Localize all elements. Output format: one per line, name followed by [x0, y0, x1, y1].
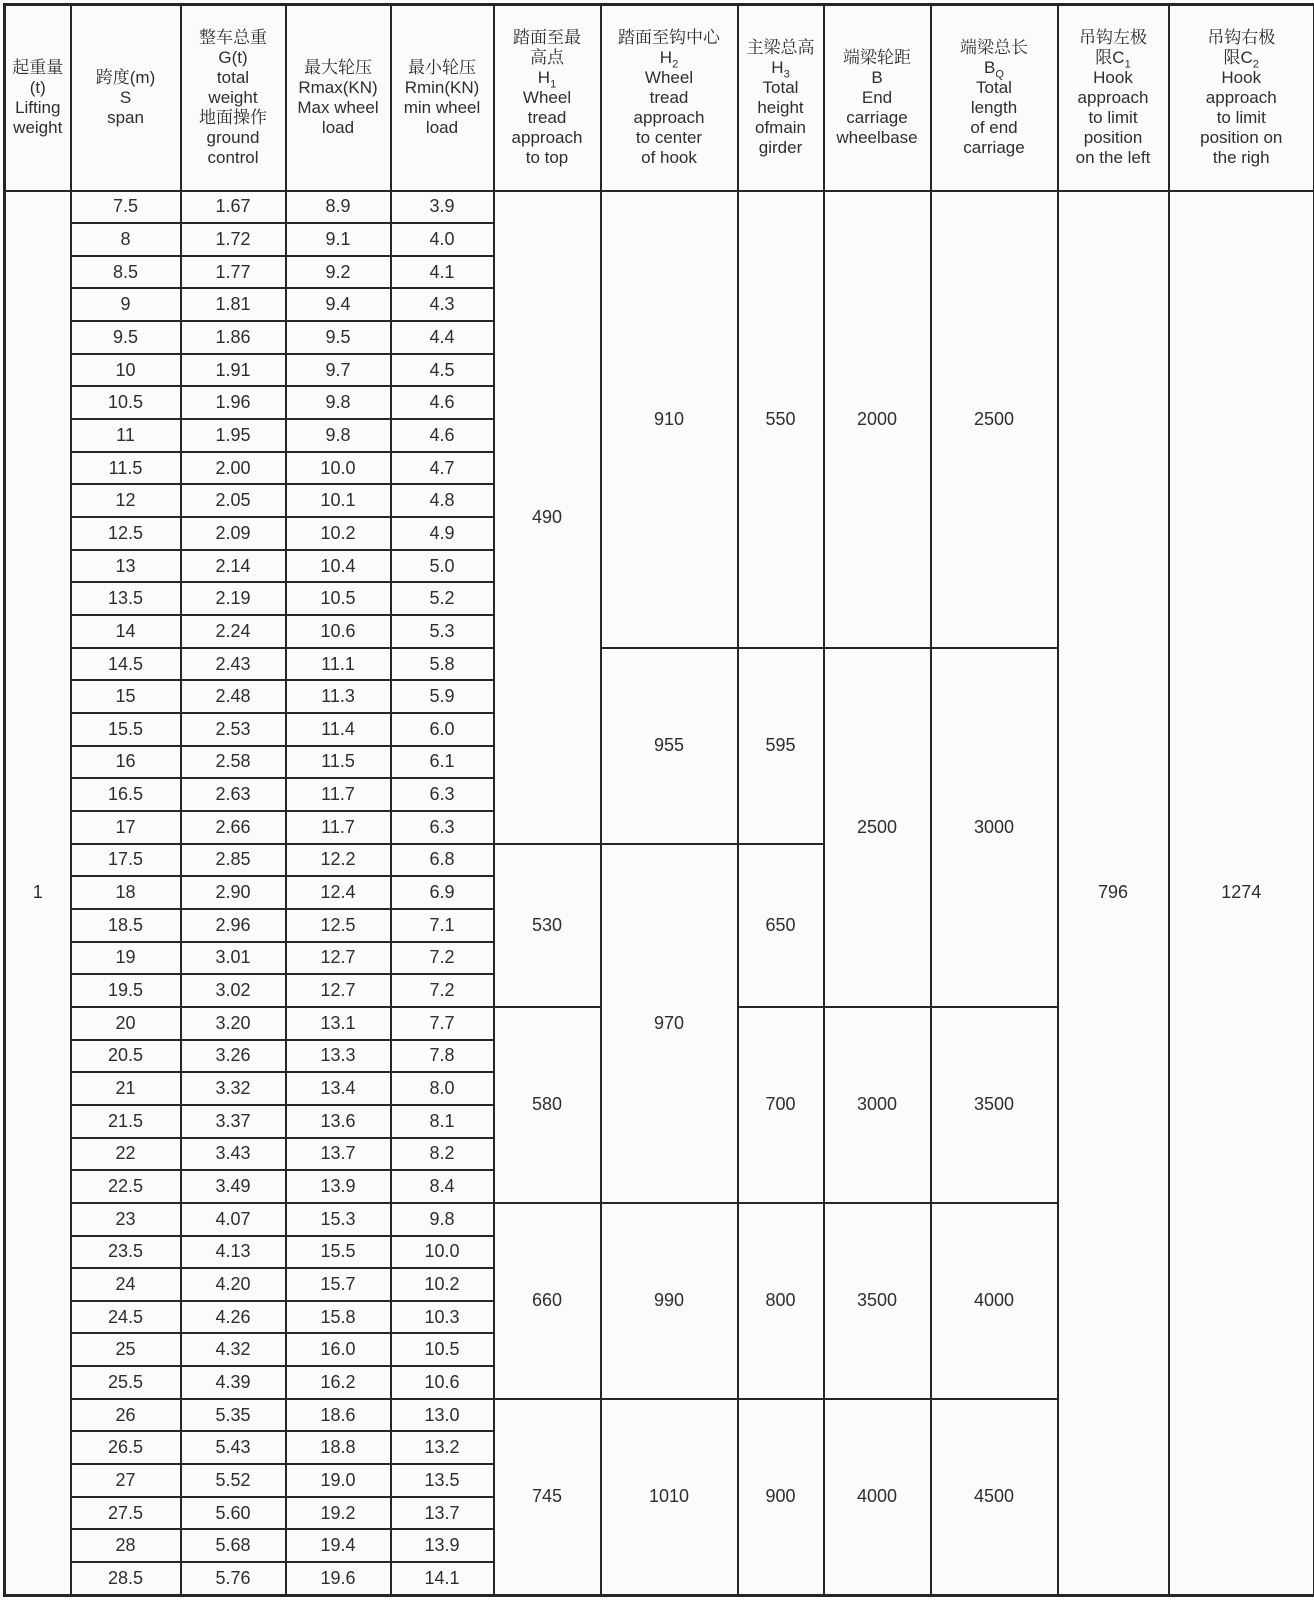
- cell-max-wheel-load: 19.4: [286, 1529, 391, 1562]
- cell-min-wheel-load: 13.2: [391, 1431, 494, 1464]
- cell-b: 2500: [824, 648, 931, 1007]
- col-header-c1: 吊钩左极 限$C_1$ Hook approach to limit position on the left: [1058, 5, 1169, 191]
- cell-max-wheel-load: 10.5: [286, 582, 391, 615]
- cell-span: 15: [71, 680, 181, 713]
- cell-span: 18: [71, 876, 181, 909]
- cell-span: 20: [71, 1007, 181, 1040]
- cell-max-wheel-load: 19.0: [286, 1464, 391, 1497]
- cell-span: 15.5: [71, 713, 181, 746]
- cell-total-weight: 2.00: [181, 452, 286, 485]
- cell-min-wheel-load: 9.8: [391, 1203, 494, 1236]
- cell-max-wheel-load: 9.8: [286, 386, 391, 419]
- cell-min-wheel-load: 6.8: [391, 844, 494, 877]
- cell-max-wheel-load: 10.2: [286, 517, 391, 550]
- cell-total-weight: 1.67: [181, 191, 286, 224]
- cell-total-weight: 1.86: [181, 321, 286, 354]
- cell-total-weight: 2.90: [181, 876, 286, 909]
- cell-max-wheel-load: 12.2: [286, 844, 391, 877]
- cell-total-weight: 4.39: [181, 1366, 286, 1399]
- cell-total-weight: 4.13: [181, 1236, 286, 1269]
- cell-total-weight: 3.26: [181, 1040, 286, 1073]
- cell-max-wheel-load: 13.3: [286, 1040, 391, 1073]
- cell-total-weight: 5.60: [181, 1497, 286, 1530]
- cell-min-wheel-load: 5.2: [391, 582, 494, 615]
- cell-span: 10: [71, 354, 181, 387]
- cell-max-wheel-load: 19.6: [286, 1562, 391, 1595]
- col-header-min-wheel-load: 最小轮压 Rmin(KN) min wheel load: [391, 5, 494, 191]
- col-header-lifting-weight: 起重量 (t) Lifting weight: [5, 5, 71, 191]
- col-header-h1: 踏面至最 高点 $H_1$ Wheel tread approach to top: [494, 5, 601, 191]
- cell-span: 27.5: [71, 1497, 181, 1530]
- cell-min-wheel-load: 8.2: [391, 1138, 494, 1171]
- cell-total-weight: 5.68: [181, 1529, 286, 1562]
- cell-max-wheel-load: 10.4: [286, 550, 391, 583]
- cell-min-wheel-load: 6.9: [391, 876, 494, 909]
- cell-h3: 800: [738, 1203, 824, 1399]
- cell-max-wheel-load: 15.7: [286, 1268, 391, 1301]
- col-header-max-wheel-load: 最大轮压 Rmax(KN) Max wheel load: [286, 5, 391, 191]
- cell-total-weight: 2.48: [181, 680, 286, 713]
- cell-bq: 3500: [931, 1007, 1058, 1203]
- crane-spec-table: [3, 3, 1314, 1597]
- cell-max-wheel-load: 13.1: [286, 1007, 391, 1040]
- cell-max-wheel-load: 9.1: [286, 223, 391, 256]
- cell-c2: 1274: [1169, 191, 1314, 1596]
- cell-min-wheel-load: 3.9: [391, 191, 494, 224]
- cell-span: 19.5: [71, 974, 181, 1007]
- cell-span: 7.5: [71, 191, 181, 224]
- cell-min-wheel-load: 8.1: [391, 1105, 494, 1138]
- cell-min-wheel-load: 4.6: [391, 386, 494, 419]
- cell-total-weight: 3.02: [181, 974, 286, 1007]
- cell-bq: 4000: [931, 1203, 1058, 1399]
- cell-max-wheel-load: 11.3: [286, 680, 391, 713]
- cell-total-weight: 3.01: [181, 942, 286, 975]
- cell-max-wheel-load: 16.0: [286, 1333, 391, 1366]
- cell-span: 24.5: [71, 1301, 181, 1334]
- cell-span: 17.5: [71, 844, 181, 877]
- cell-min-wheel-load: 14.1: [391, 1562, 494, 1595]
- cell-total-weight: 2.24: [181, 615, 286, 648]
- cell-total-weight: 2.14: [181, 550, 286, 583]
- cell-min-wheel-load: 4.7: [391, 452, 494, 485]
- cell-span: 25.5: [71, 1366, 181, 1399]
- cell-total-weight: 2.66: [181, 811, 286, 844]
- cell-h3: 550: [738, 191, 824, 648]
- cell-total-weight: 1.77: [181, 256, 286, 289]
- cell-total-weight: 5.35: [181, 1399, 286, 1432]
- cell-h3: 650: [738, 844, 824, 1007]
- cell-min-wheel-load: 8.0: [391, 1072, 494, 1105]
- cell-min-wheel-load: 13.0: [391, 1399, 494, 1432]
- table-row: [5, 191, 1314, 224]
- cell-max-wheel-load: 10.6: [286, 615, 391, 648]
- cell-max-wheel-load: 11.5: [286, 746, 391, 779]
- cell-span: 25: [71, 1333, 181, 1366]
- cell-span: 13: [71, 550, 181, 583]
- col-header-total-weight: 整车总重 G(t) total weight 地面操作 ground control: [181, 5, 286, 191]
- cell-max-wheel-load: 16.2: [286, 1366, 391, 1399]
- cell-total-weight: 4.07: [181, 1203, 286, 1236]
- cell-total-weight: 1.96: [181, 386, 286, 419]
- cell-span: 9: [71, 288, 181, 321]
- cell-total-weight: 3.32: [181, 1072, 286, 1105]
- cell-span: 18.5: [71, 909, 181, 942]
- cell-c1: 796: [1058, 191, 1169, 1596]
- cell-min-wheel-load: 6.0: [391, 713, 494, 746]
- cell-min-wheel-load: 13.9: [391, 1529, 494, 1562]
- cell-min-wheel-load: 13.7: [391, 1497, 494, 1530]
- cell-max-wheel-load: 13.6: [286, 1105, 391, 1138]
- cell-max-wheel-load: 11.7: [286, 811, 391, 844]
- cell-max-wheel-load: 12.5: [286, 909, 391, 942]
- cell-min-wheel-load: 4.5: [391, 354, 494, 387]
- cell-max-wheel-load: 12.4: [286, 876, 391, 909]
- cell-span: 11.5: [71, 452, 181, 485]
- cell-span: 14.5: [71, 648, 181, 681]
- cell-total-weight: 2.63: [181, 778, 286, 811]
- header-row: [5, 5, 1314, 191]
- cell-total-weight: 5.76: [181, 1562, 286, 1595]
- cell-min-wheel-load: 5.9: [391, 680, 494, 713]
- cell-total-weight: 2.05: [181, 484, 286, 517]
- cell-total-weight: 2.43: [181, 648, 286, 681]
- cell-b: 3000: [824, 1007, 931, 1203]
- cell-max-wheel-load: 10.0: [286, 452, 391, 485]
- cell-b: 2000: [824, 191, 931, 648]
- col-header-span: 跨度(m) S span: [71, 5, 181, 191]
- cell-max-wheel-load: 10.1: [286, 484, 391, 517]
- cell-span: 16: [71, 746, 181, 779]
- cell-total-weight: 5.43: [181, 1431, 286, 1464]
- cell-max-wheel-load: 9.4: [286, 288, 391, 321]
- cell-total-weight: 3.37: [181, 1105, 286, 1138]
- cell-max-wheel-load: 11.4: [286, 713, 391, 746]
- cell-total-weight: 1.81: [181, 288, 286, 321]
- cell-span: 16.5: [71, 778, 181, 811]
- cell-min-wheel-load: 5.3: [391, 615, 494, 648]
- cell-max-wheel-load: 9.5: [286, 321, 391, 354]
- cell-span: 13.5: [71, 582, 181, 615]
- cell-min-wheel-load: 4.1: [391, 256, 494, 289]
- cell-span: 20.5: [71, 1040, 181, 1073]
- cell-bq: 3000: [931, 648, 1058, 1007]
- cell-lifting-weight: 1: [5, 191, 71, 1596]
- cell-span: 14: [71, 615, 181, 648]
- cell-max-wheel-load: 19.2: [286, 1497, 391, 1530]
- cell-h3: 900: [738, 1399, 824, 1596]
- cell-total-weight: 3.20: [181, 1007, 286, 1040]
- cell-min-wheel-load: 5.8: [391, 648, 494, 681]
- cell-min-wheel-load: 4.9: [391, 517, 494, 550]
- cell-min-wheel-load: 6.3: [391, 811, 494, 844]
- cell-h1: 660: [494, 1203, 601, 1399]
- cell-min-wheel-load: 7.2: [391, 942, 494, 975]
- cell-span: 8.5: [71, 256, 181, 289]
- col-header-bq: 端梁总长 $B_Q$ Total length of end carriage: [931, 5, 1058, 191]
- cell-h2: 970: [601, 844, 738, 1203]
- cell-min-wheel-load: 4.3: [391, 288, 494, 321]
- cell-span: 23: [71, 1203, 181, 1236]
- cell-min-wheel-load: 7.1: [391, 909, 494, 942]
- cell-min-wheel-load: 7.2: [391, 974, 494, 1007]
- cell-min-wheel-load: 13.5: [391, 1464, 494, 1497]
- cell-max-wheel-load: 13.9: [286, 1170, 391, 1203]
- cell-total-weight: 2.58: [181, 746, 286, 779]
- cell-h2: 955: [601, 648, 738, 844]
- cell-h1: 745: [494, 1399, 601, 1596]
- cell-total-weight: 2.96: [181, 909, 286, 942]
- cell-bq: 2500: [931, 191, 1058, 648]
- cell-span: 21.5: [71, 1105, 181, 1138]
- cell-min-wheel-load: 7.8: [391, 1040, 494, 1073]
- cell-min-wheel-load: 6.3: [391, 778, 494, 811]
- col-header-h3: 主梁总高 $H_3$ Total height ofmain girder: [738, 5, 824, 191]
- cell-max-wheel-load: 9.8: [286, 419, 391, 452]
- cell-h3: 700: [738, 1007, 824, 1203]
- cell-b: 4000: [824, 1399, 931, 1596]
- cell-min-wheel-load: 6.1: [391, 746, 494, 779]
- cell-max-wheel-load: 11.1: [286, 648, 391, 681]
- cell-span: 26.5: [71, 1431, 181, 1464]
- cell-span: 10.5: [71, 386, 181, 419]
- cell-min-wheel-load: 10.2: [391, 1268, 494, 1301]
- cell-h3: 595: [738, 648, 824, 844]
- cell-min-wheel-load: 10.0: [391, 1236, 494, 1269]
- cell-total-weight: 2.53: [181, 713, 286, 746]
- cell-min-wheel-load: 10.5: [391, 1333, 494, 1366]
- cell-min-wheel-load: 10.3: [391, 1301, 494, 1334]
- cell-span: 22: [71, 1138, 181, 1171]
- cell-min-wheel-load: 8.4: [391, 1170, 494, 1203]
- cell-span: 28: [71, 1529, 181, 1562]
- col-header-b: 端梁轮距 B End carriage wheelbase: [824, 5, 931, 191]
- cell-h1: 530: [494, 844, 601, 1007]
- cell-total-weight: 1.72: [181, 223, 286, 256]
- cell-total-weight: 1.91: [181, 354, 286, 387]
- cell-total-weight: 5.52: [181, 1464, 286, 1497]
- cell-max-wheel-load: 15.3: [286, 1203, 391, 1236]
- cell-h1: 580: [494, 1007, 601, 1203]
- cell-span: 19: [71, 942, 181, 975]
- cell-h1: 490: [494, 191, 601, 844]
- cell-total-weight: 4.20: [181, 1268, 286, 1301]
- cell-min-wheel-load: 5.0: [391, 550, 494, 583]
- cell-max-wheel-load: 8.9: [286, 191, 391, 224]
- cell-span: 28.5: [71, 1562, 181, 1595]
- cell-bq: 4500: [931, 1399, 1058, 1596]
- cell-span: 12: [71, 484, 181, 517]
- cell-min-wheel-load: 7.7: [391, 1007, 494, 1040]
- cell-max-wheel-load: 9.2: [286, 256, 391, 289]
- cell-span: 8: [71, 223, 181, 256]
- cell-max-wheel-load: 18.8: [286, 1431, 391, 1464]
- cell-span: 27: [71, 1464, 181, 1497]
- cell-span: 12.5: [71, 517, 181, 550]
- col-header-c2: 吊钩右极 限$C_2$ Hook approach to limit position on the righ: [1169, 5, 1314, 191]
- cell-min-wheel-load: 4.4: [391, 321, 494, 354]
- cell-span: 9.5: [71, 321, 181, 354]
- cell-total-weight: 4.26: [181, 1301, 286, 1334]
- cell-max-wheel-load: 11.7: [286, 778, 391, 811]
- cell-span: 11: [71, 419, 181, 452]
- cell-min-wheel-load: 4.6: [391, 419, 494, 452]
- cell-max-wheel-load: 15.5: [286, 1236, 391, 1269]
- cell-max-wheel-load: 12.7: [286, 974, 391, 1007]
- cell-max-wheel-load: 12.7: [286, 942, 391, 975]
- cell-span: 22.5: [71, 1170, 181, 1203]
- cell-span: 21: [71, 1072, 181, 1105]
- cell-span: 23.5: [71, 1236, 181, 1269]
- cell-max-wheel-load: 9.7: [286, 354, 391, 387]
- cell-span: 17: [71, 811, 181, 844]
- cell-max-wheel-load: 15.8: [286, 1301, 391, 1334]
- cell-total-weight: 3.49: [181, 1170, 286, 1203]
- cell-total-weight: 2.85: [181, 844, 286, 877]
- cell-span: 26: [71, 1399, 181, 1432]
- cell-total-weight: 4.32: [181, 1333, 286, 1366]
- col-header-h2: 踏面至钩中心 $H_2$ Wheel tread approach to center of hook: [601, 5, 738, 191]
- cell-min-wheel-load: 10.6: [391, 1366, 494, 1399]
- cell-max-wheel-load: 18.6: [286, 1399, 391, 1432]
- cell-min-wheel-load: 4.0: [391, 223, 494, 256]
- cell-h2: 1010: [601, 1399, 738, 1596]
- cell-total-weight: 1.95: [181, 419, 286, 452]
- cell-total-weight: 2.09: [181, 517, 286, 550]
- cell-h2: 990: [601, 1203, 738, 1399]
- cell-total-weight: 3.43: [181, 1138, 286, 1171]
- cell-h2: 910: [601, 191, 738, 648]
- cell-max-wheel-load: 13.7: [286, 1138, 391, 1171]
- cell-span: 24: [71, 1268, 181, 1301]
- cell-total-weight: 2.19: [181, 582, 286, 615]
- cell-b: 3500: [824, 1203, 931, 1399]
- cell-max-wheel-load: 13.4: [286, 1072, 391, 1105]
- cell-min-wheel-load: 4.8: [391, 484, 494, 517]
